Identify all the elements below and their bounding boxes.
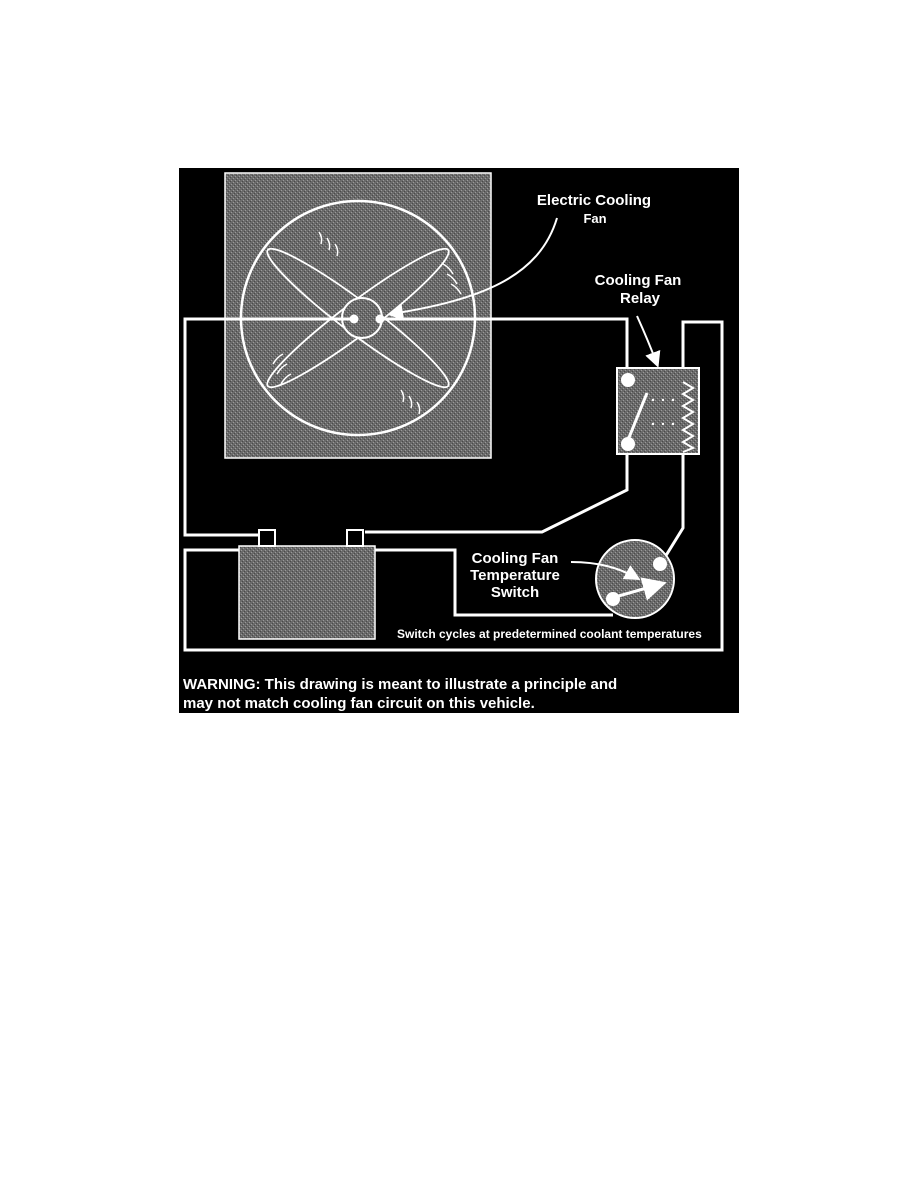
switch-label-line2: Temperature: [470, 567, 560, 584]
switch-label-line1: Cooling Fan: [471, 550, 559, 567]
temperature-switch: [596, 540, 674, 618]
battery-terminal-positive: [347, 530, 363, 546]
battery-terminal-negative: [259, 530, 275, 546]
relay-terminal-top: [621, 373, 635, 387]
switch-cycle-note: Switch cycles at predetermined coolant temperatures: [397, 627, 702, 641]
switch-terminal-top: [653, 557, 667, 571]
circuit-svg: [179, 168, 739, 713]
cooling-fan-circuit-diagram: [179, 168, 739, 713]
battery-body: [239, 546, 375, 639]
warning-note: WARNING: This drawing is meant to illustrate a principle and may not match cooling fan circuit on this vehicle.: [183, 676, 618, 712]
fan-label-line2: Fan: [583, 211, 607, 226]
switch-terminal-bottom: [606, 592, 620, 606]
relay-label-arrow: [637, 316, 657, 364]
relay-label-line2: Relay: [619, 290, 661, 307]
fan-label-line1: Electric Cooling: [536, 192, 652, 209]
relay-label-line1: Cooling Fan: [594, 272, 682, 289]
switch-label-line3: Switch: [490, 584, 540, 601]
